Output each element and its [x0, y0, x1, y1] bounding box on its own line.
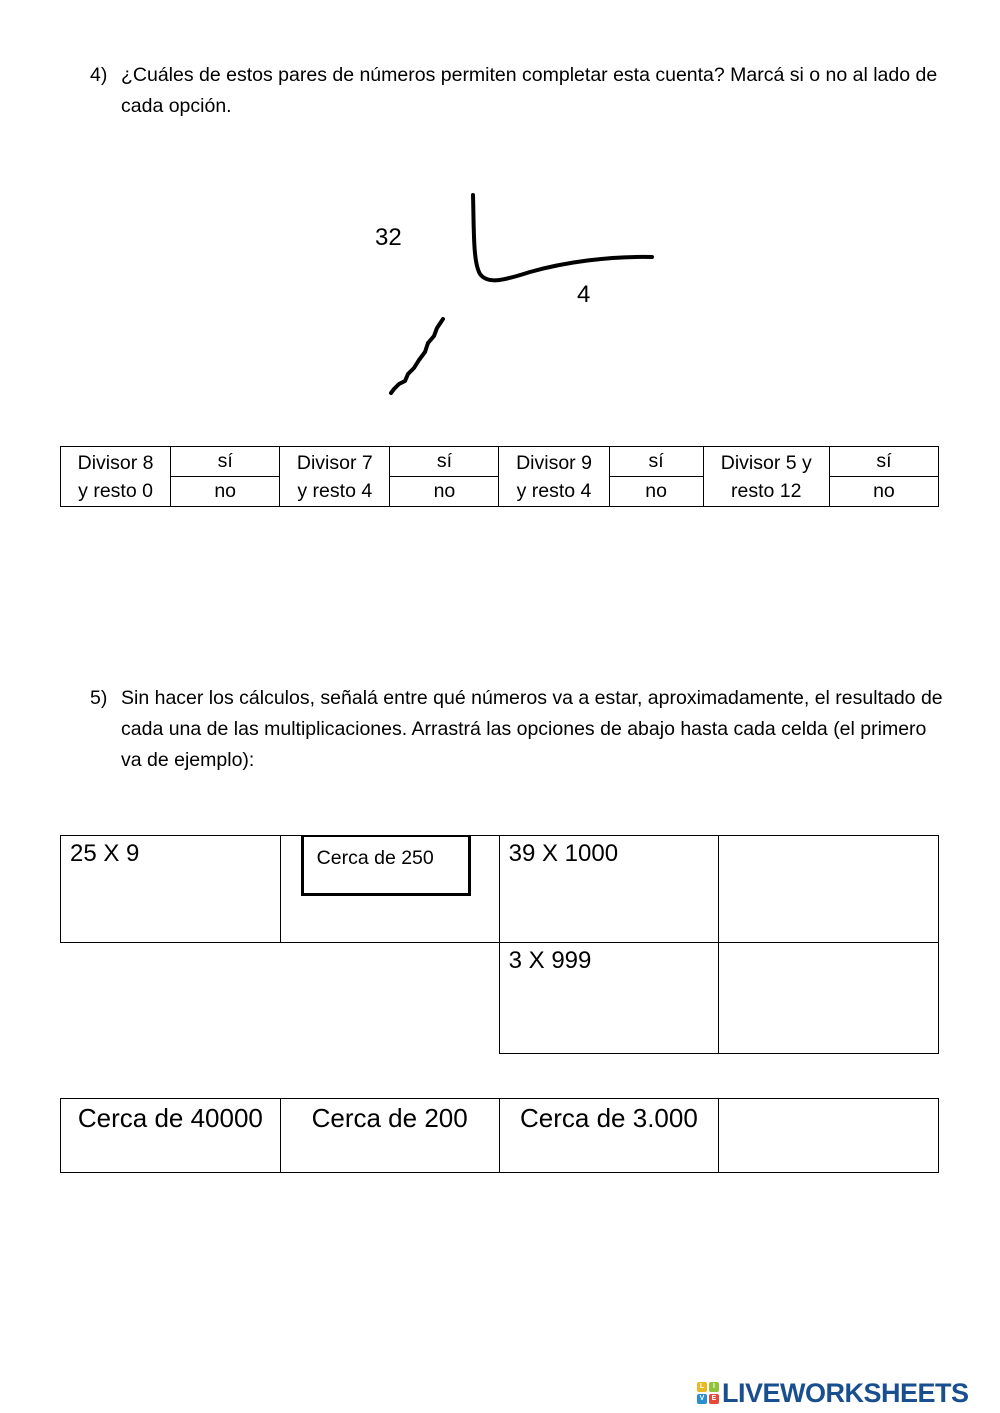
option-1-yes[interactable]: sí — [171, 447, 280, 477]
answer-cell-2[interactable] — [719, 836, 939, 943]
option-3-yes[interactable]: sí — [609, 447, 703, 477]
choice-chip[interactable] — [719, 1099, 939, 1173]
liveworksheets-logo — [697, 1375, 969, 1411]
option-4-yes[interactable]: sí — [829, 447, 938, 477]
question-4-options-table — [60, 446, 939, 507]
question-4-text: ¿Cuáles de estos pares de números permiten completar esta cuenta? Marcá si o no al lado de cada opción. — [121, 64, 938, 117]
divisor: 4 — [577, 281, 591, 308]
division-bracket — [473, 195, 652, 280]
choices-table — [60, 1098, 939, 1173]
option-4-label: Divisor 5 y resto 12 — [703, 447, 829, 507]
choice-chip[interactable]: Cerca de 200 — [280, 1099, 499, 1173]
spacer — [280, 943, 499, 1054]
logo-mark-icon: L I V E — [697, 1382, 719, 1404]
division-bracket-drawing — [0, 0, 1000, 420]
option-4-no[interactable]: no — [829, 477, 938, 507]
option-2-label: Divisor 7 y resto 4 — [280, 447, 390, 507]
operation-1: 25 X 9 — [61, 836, 281, 943]
answer-chip-example[interactable]: Cerca de 250 — [301, 836, 471, 896]
brand-name: LIVEWORKSHEETS — [722, 1377, 969, 1408]
operation-3: 3 X 999 — [499, 943, 719, 1054]
option-1-label: Divisor 8 y resto 0 — [61, 447, 171, 507]
spacer — [61, 943, 281, 1054]
dividend: 32 — [375, 224, 402, 251]
option-2-no[interactable]: no — [390, 477, 499, 507]
question-5-number: 5) — [90, 687, 108, 709]
operation-2: 39 X 1000 — [499, 836, 719, 943]
question-5 — [90, 683, 950, 776]
option-1-no[interactable]: no — [171, 477, 280, 507]
choice-chip[interactable]: Cerca de 3.000 — [499, 1099, 719, 1173]
option-3-no[interactable]: no — [609, 477, 703, 507]
question-5-text: Sin hacer los cálculos, señalá entre qué números va a estar, aproximadamente, el resultado de cada una de las multiplicaciones. Arrastrá las opciones de abajo hasta cada celda (el primero va de ejemplo): — [121, 687, 943, 771]
answer-cell-1[interactable] — [280, 836, 499, 943]
option-2-yes[interactable]: sí — [390, 447, 499, 477]
answer-cell-3[interactable] — [719, 943, 939, 1054]
multiplication-table — [60, 835, 939, 1054]
option-3-label: Divisor 9 y resto 4 — [499, 447, 609, 507]
hand-drawn-line — [391, 319, 443, 393]
choice-chip[interactable]: Cerca de 40000 — [61, 1099, 281, 1173]
question-4-number: 4) — [90, 64, 108, 86]
